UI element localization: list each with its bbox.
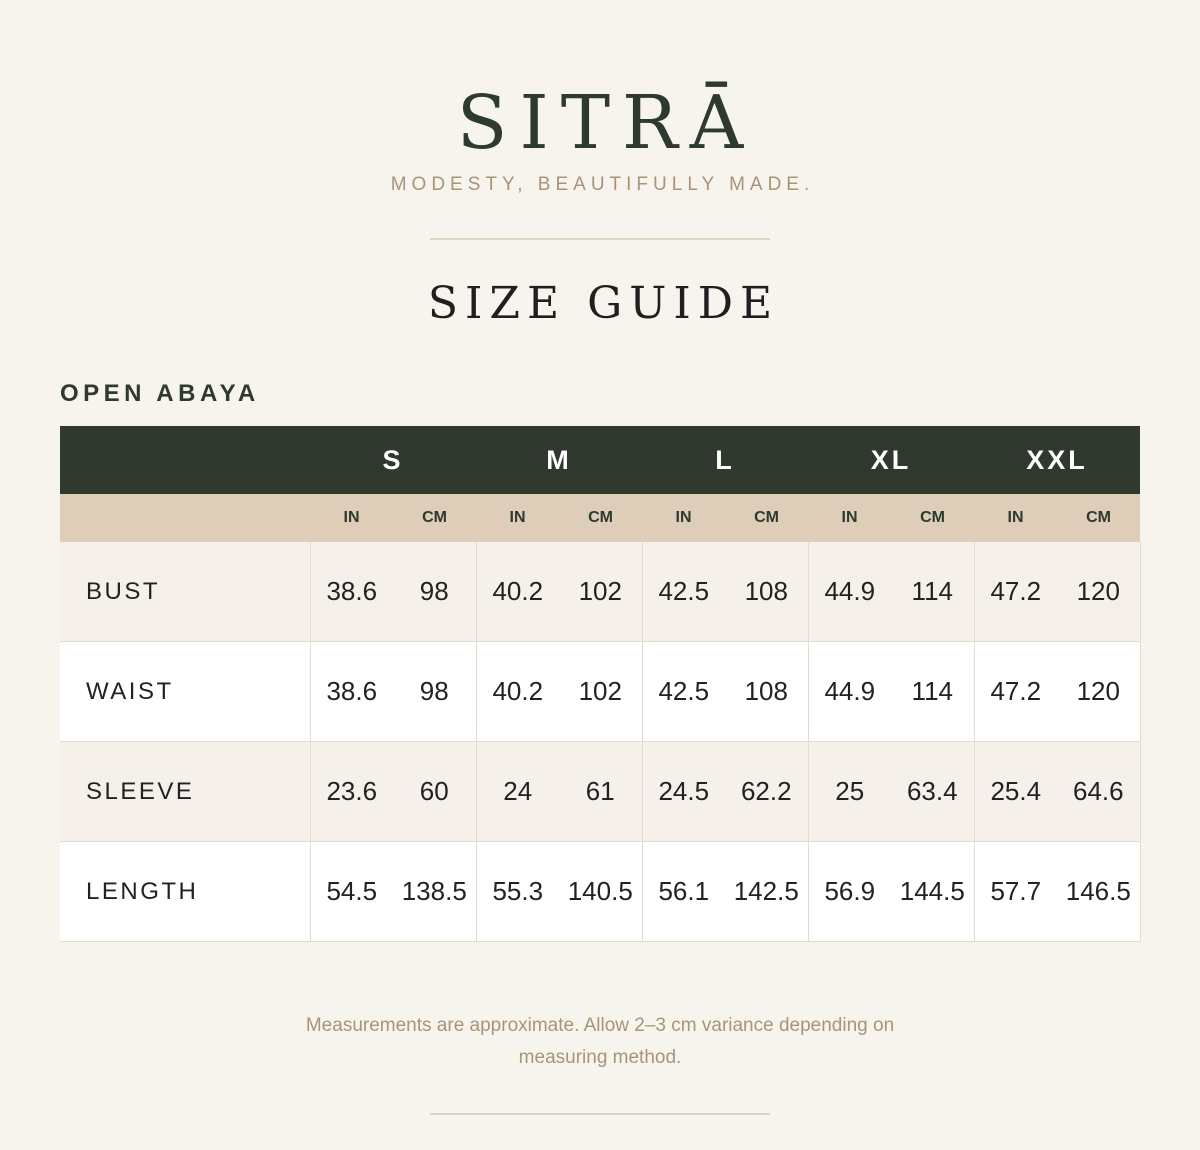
value-in: 56.9 xyxy=(808,842,891,942)
value-cm: 102 xyxy=(559,542,642,642)
unit-header-in: IN xyxy=(310,494,393,542)
value-in: 55.3 xyxy=(476,842,559,942)
value-cm: 63.4 xyxy=(891,742,974,842)
value-cm: 61 xyxy=(559,742,642,842)
brand-tagline: MODESTY, BEAUTIFULLY MADE. xyxy=(390,174,815,195)
value-cm: 108 xyxy=(725,542,808,642)
value-in: 47.2 xyxy=(974,642,1057,742)
divider-bottom xyxy=(430,1113,770,1115)
value-cm: 102 xyxy=(559,642,642,742)
size-header: S xyxy=(310,426,476,494)
value-in: 40.2 xyxy=(476,542,559,642)
unit-corner xyxy=(60,494,310,542)
value-in: 40.2 xyxy=(476,642,559,742)
page-title: SIZE GUIDE xyxy=(427,278,780,329)
value-in: 56.1 xyxy=(642,842,725,942)
value-in: 25 xyxy=(808,742,891,842)
row-label: SLEEVE xyxy=(60,742,310,842)
value-in: 24.5 xyxy=(642,742,725,842)
value-in: 54.5 xyxy=(310,842,393,942)
size-table xyxy=(60,426,1141,942)
row-label: LENGTH xyxy=(60,842,310,942)
value-cm: 142.5 xyxy=(725,842,808,942)
value-cm: 98 xyxy=(393,642,476,742)
unit-header-cm: CM xyxy=(559,494,642,542)
value-cm: 108 xyxy=(725,642,808,742)
value-cm: 98 xyxy=(393,542,476,642)
table-row xyxy=(60,542,1140,642)
row-label: WAIST xyxy=(60,642,310,742)
measurement-note: Measurements are approximate. Allow 2–3 cm variance depending on measuring method. xyxy=(305,1015,895,1068)
value-in: 57.7 xyxy=(974,842,1057,942)
value-cm: 144.5 xyxy=(891,842,974,942)
row-label: BUST xyxy=(60,542,310,642)
unit-header-in: IN xyxy=(642,494,725,542)
value-in: 42.5 xyxy=(642,542,725,642)
value-in: 24 xyxy=(476,742,559,842)
value-cm: 120 xyxy=(1057,542,1140,642)
table-row xyxy=(60,742,1140,842)
value-cm: 138.5 xyxy=(393,842,476,942)
size-header: M xyxy=(476,426,642,494)
value-in: 38.6 xyxy=(310,542,393,642)
value-in: 25.4 xyxy=(974,742,1057,842)
value-in: 23.6 xyxy=(310,742,393,842)
value-in: 44.9 xyxy=(808,642,891,742)
value-in: 44.9 xyxy=(808,542,891,642)
value-cm: 146.5 xyxy=(1057,842,1140,942)
value-cm: 64.6 xyxy=(1057,742,1140,842)
brand-logo: SITRĀ xyxy=(456,80,756,166)
value-in: 47.2 xyxy=(974,542,1057,642)
unit-header-in: IN xyxy=(974,494,1057,542)
unit-header-cm: CM xyxy=(393,494,476,542)
section-title: OPEN ABAYA xyxy=(60,380,260,407)
value-in: 38.6 xyxy=(310,642,393,742)
size-header: XXL xyxy=(974,426,1140,494)
value-cm: 114 xyxy=(891,642,974,742)
value-cm: 60 xyxy=(393,742,476,842)
header-corner xyxy=(60,426,310,494)
size-header: L xyxy=(642,426,808,494)
value-in: 42.5 xyxy=(642,642,725,742)
divider-top xyxy=(430,238,770,240)
size-header-row xyxy=(60,426,1140,494)
unit-header-cm: CM xyxy=(1057,494,1140,542)
unit-header-cm: CM xyxy=(725,494,808,542)
size-header: XL xyxy=(808,426,974,494)
value-cm: 62.2 xyxy=(725,742,808,842)
value-cm: 120 xyxy=(1057,642,1140,742)
table-row xyxy=(60,642,1140,742)
unit-header-in: IN xyxy=(808,494,891,542)
value-cm: 140.5 xyxy=(559,842,642,942)
unit-header-row xyxy=(60,494,1140,542)
table-row xyxy=(60,842,1140,942)
unit-header-in: IN xyxy=(476,494,559,542)
unit-header-cm: CM xyxy=(891,494,974,542)
value-cm: 114 xyxy=(891,542,974,642)
